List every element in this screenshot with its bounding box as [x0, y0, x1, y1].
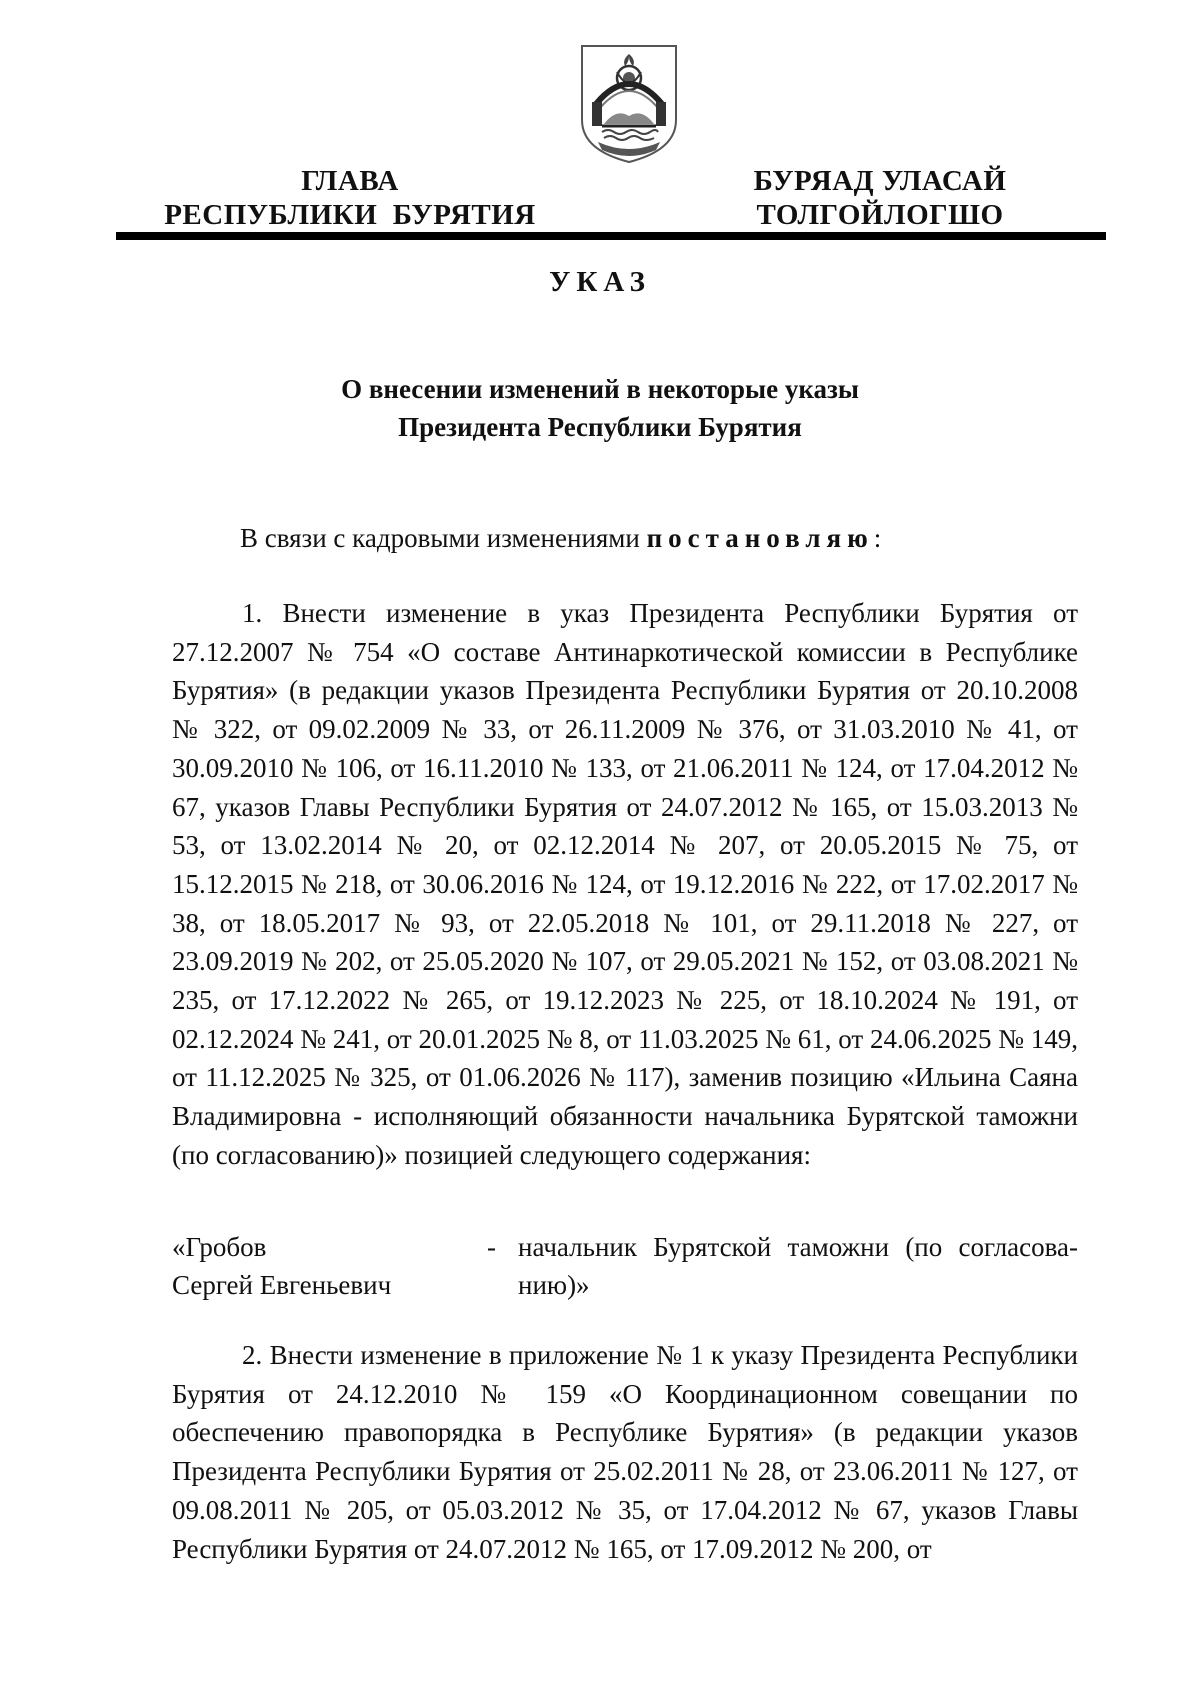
intro-text: В связи с кадровыми изменениями	[240, 523, 647, 553]
position-description	[518, 1228, 1078, 1304]
header-divider	[116, 232, 1106, 240]
header-left-line1: ГЛАВА	[301, 165, 399, 197]
paragraph-2: 2. Внести изменение в приложение № 1 к указу Президента Республики Бурятия от 24.12.2010 № 159 «О Координационном совещании по обеспечению правопорядка в Республике Бурятия» (в редакции указов Президента Республики Бурятия от 25.02.2011 № 28, от 23.06.2011 № 127, от 09.08.2011 № 205, от 05.03.2012 № 35, от 17.04.2012 № 67, указов Главы Республики Бурятия от 24.07.2012 № 165, от 17.09.2012 № 200, от	[172, 1340, 1078, 1564]
paragraph-1: 1. Внести изменение в указ Президента Республики Бурятия от 27.12.2007 № 754 «О составе Антинаркотической комиссии в Республике Бурятия» (в редакции указов Президента Республики Бурятия от 20.10.2008 № 322, от 09.02.2009 № 33, от 26.11.2009 № 376, от 31.03.2010 № 41, от 30.09.2010 № 106, от 16.11.2010 № 133, от 21.06.2011 № 124, от 17.04.2012 № 67, указов Главы Республики Бурятия от 24.07.2012 № 165, от 15.03.2013 № 53, от 13.02.2014 № 20, от 02.12.2014 № 207, от 20.05.2015 № 75, от 15.12.2015 № 218, от 30.06.2016 № 124, от 19.12.2016 № 222, от 17.02.2017 № 38, от 18.05.2017 № 93, от 22.05.2018 № 101, от 29.11.2018 № 227, от 23.09.2019 № 202, от 25.05.2020 № 107, от 29.05.2021 № 152, от 03.08.2021 № 235, от 17.12.2022 № 265, от 19.12.2023 № 225, от 18.10.2024 № 191, от 02.12.2024 № 241, от 20.01.2025 № 8, от 11.03.2025 № 61, от 24.06.2025 № 149, от 11.12.2025 № 325, от 01.06.2026 № 117), заменив позицию «Ильина Саяна Владимировна - исполняющий обязанности начальника Бурятской таможни (по согласованию)» позицией следующего содержания:	[172, 598, 1078, 1170]
header-right-line1: БУРЯАД УЛАСАЙ	[753, 165, 1007, 197]
intro-paragraph	[240, 520, 881, 556]
coat-of-arms-icon	[578, 42, 680, 166]
position-dash: -	[487, 1232, 496, 1262]
header-right	[730, 164, 1030, 232]
position-desc-line1: начальник Бурятской таможни (по согласова-	[518, 1232, 1078, 1262]
intro-emphasis: постановляю	[646, 523, 874, 553]
header-left	[150, 164, 550, 232]
title-line2: Президента Республики Бурятия	[398, 412, 802, 442]
intro-end: :	[873, 523, 882, 553]
header-right-line2: ТОЛГОЙЛОГШО	[756, 199, 1004, 231]
position-desc-line2: нию)»	[518, 1270, 590, 1300]
header-left-line2: РЕСПУБЛИКИ БУРЯТИЯ	[164, 199, 536, 231]
position-name-line1: «Гробов	[172, 1232, 267, 1262]
title-line1: О внесении изменений в некоторые указы	[341, 374, 859, 404]
position-name-line2: Сергей Евгеньевич	[172, 1270, 392, 1300]
document-type: УКАЗ	[549, 266, 651, 298]
position-name	[172, 1228, 452, 1304]
document-title	[0, 370, 1200, 446]
